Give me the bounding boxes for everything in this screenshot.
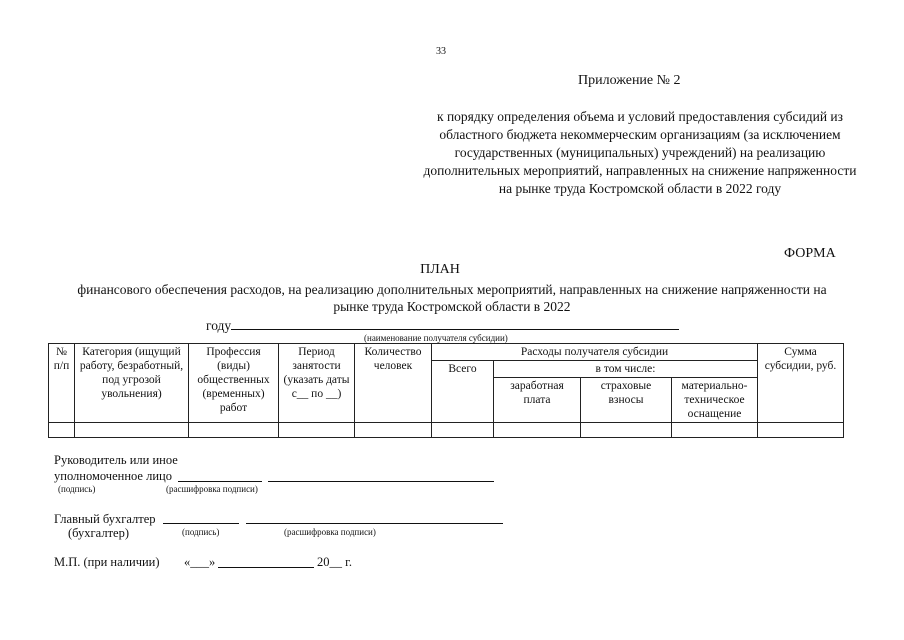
header-period: Период занятости (указать даты с__ по __) (279, 344, 355, 423)
accountant-sign-caption: (подпись) (182, 527, 220, 537)
accountant-name-caption: (расшифровка подписи) (284, 527, 376, 537)
header-material: материально-техническое оснащение (672, 378, 758, 423)
head-sign-caption: (подпись) (58, 484, 96, 494)
header-expenses: Расходы получателя субсидии (432, 344, 758, 361)
plan-title: ПЛАН (420, 262, 460, 277)
year-line (206, 316, 679, 334)
header-including: в том числе: (494, 361, 758, 378)
table-cell[interactable] (75, 423, 189, 438)
header-insurance: страховые взносы (581, 378, 672, 423)
year-word: году (206, 318, 232, 333)
accountant-label-line1: Главный бухгалтер (54, 512, 156, 526)
appendix-title: Приложение № 2 (578, 73, 681, 88)
table-cell[interactable] (494, 423, 581, 438)
table-cell[interactable] (581, 423, 672, 438)
accountant-name-line[interactable] (246, 523, 503, 524)
accountant-signature-line[interactable] (163, 523, 239, 524)
head-name-line[interactable] (268, 481, 494, 482)
header-profession: Профессия (виды) общественных (временных) работ (189, 344, 279, 423)
head-signature-line[interactable] (178, 481, 262, 482)
table-cell[interactable] (279, 423, 355, 438)
appendix-text: к порядку определения объема и условий предоставления субсидий из областного бюджета некоммерческим организациям (за исключением государственных (муниципальных) учреждений) на реализацию дополнительных мероприятий, направленных на снижение напряженности на рынке труда Костромской области в 2022 году (423, 109, 857, 196)
header-salary: заработная плата (494, 378, 581, 423)
page-number: 33 (436, 46, 446, 57)
table-cell[interactable] (758, 423, 844, 438)
date-month-line[interactable] (218, 567, 314, 568)
table-cell[interactable] (49, 423, 75, 438)
table-cell[interactable] (189, 423, 279, 438)
header-no: № п/п (49, 344, 75, 423)
head-label-line1: Руководитель или иное (54, 453, 178, 467)
header-count: Количество человек (355, 344, 432, 423)
plan-subtitle: финансового обеспечения расходов, на реализацию дополнительных мероприятий, направленных на снижение напряженности на рынке труда Костромской области в 2022 (77, 282, 827, 314)
date-year[interactable]: 20__ г. (317, 555, 352, 569)
table-row (49, 423, 844, 438)
head-name-caption: (расшифровка подписи) (166, 484, 258, 494)
forma-label: ФОРМА (784, 246, 836, 261)
recipient-name-field[interactable] (231, 316, 679, 330)
table-cell[interactable] (355, 423, 432, 438)
plan-table (48, 343, 844, 438)
head-label-line2: уполномоченное лицо (54, 469, 172, 483)
table-cell[interactable] (672, 423, 758, 438)
date-day[interactable]: «___» (184, 555, 216, 569)
table-cell[interactable] (432, 423, 494, 438)
stamp-label: М.П. (при наличии) (54, 555, 160, 569)
header-category: Категория (ищущий работу, безработный, под угрозой увольнения) (75, 344, 189, 423)
recipient-caption: (наименование получателя субсидии) (364, 333, 508, 343)
accountant-label-line2: (бухгалтер) (68, 526, 129, 540)
header-sum: Сумма субсидии, руб. (758, 344, 844, 423)
header-total: Всего (432, 361, 494, 423)
